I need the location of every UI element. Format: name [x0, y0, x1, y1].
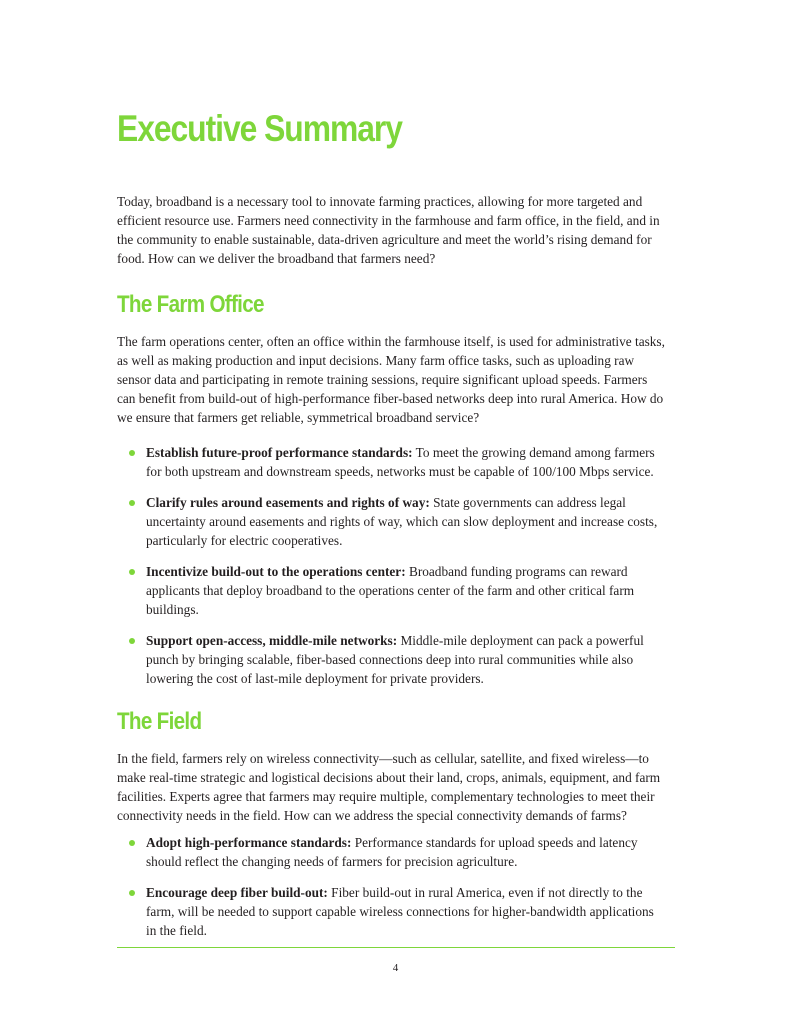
field-bullet-list	[117, 833, 667, 940]
bullet-text: To meet the growing demand among farmers for both upstream and downstream speeds, networks must be capable of 100/100 Mbps service.	[146, 445, 655, 479]
section-heading-farm-office: The Farm Office	[117, 291, 264, 318]
bullet-lead: Support open-access, middle-mile networks:	[146, 633, 398, 648]
bullet-lead: Clarify rules around easements and rights of way:	[146, 495, 430, 510]
bullet-dot-icon	[129, 840, 135, 846]
bullet-lead: Incentivize build-out to the operations center:	[146, 564, 406, 579]
footer-divider	[117, 947, 675, 948]
bullet-dot-icon	[129, 638, 135, 644]
bullet-lead: Encourage deep fiber build-out:	[146, 885, 328, 900]
page-title: Executive Summary	[117, 108, 402, 149]
farm-office-paragraph: The farm operations center, often an office within the farmhouse itself, is used for administrative tasks, as well as making production and input decisions. Many farm office tasks, such as uploading raw sensor data and participating in remote training sessions, require significant upload speeds. Farmers can benefit from build-out of high-performance fiber-based networks deep into rural America. How do we ensure that farmers get reliable, symmetrical broadband service?	[117, 334, 665, 425]
farm-office-bullet-list	[117, 443, 667, 688]
bullet-text: Middle-mile deployment can pack a powerful punch by bringing scalable, fiber-based connections deep into rural communities while also lowering the cost of last-mile deployment for private providers.	[146, 633, 644, 686]
bullet-text: Broadband funding programs can reward applicants that deploy broadband to the operations center of the farm and other critical farm buildings.	[146, 564, 635, 617]
bullet-dot-icon	[129, 450, 135, 456]
bullet-lead: Establish future-proof performance standards:	[146, 445, 413, 460]
bullet-dot-icon	[129, 569, 135, 575]
list-item	[117, 833, 667, 871]
list-item	[117, 493, 667, 550]
list-item	[117, 562, 667, 619]
bullet-text: Fiber build-out in rural America, even if not directly to the farm, will be needed to support capable wireless connections for higher-bandwidth applications in the field.	[146, 885, 654, 938]
intro-paragraph: Today, broadband is a necessary tool to innovate farming practices, allowing for more targeted and efficient resource use. Farmers need connectivity in the farmhouse and farm office, in the field, and in the community to enable sustainable, data-driven agriculture and meet the world’s rising demand for food. How can we deliver the broadband that farmers need?	[117, 194, 660, 266]
section-heading-field: The Field	[117, 708, 202, 735]
list-item	[117, 631, 667, 688]
page-number: 4	[392, 962, 399, 974]
bullet-lead: Adopt high-performance standards:	[146, 835, 352, 850]
bullet-dot-icon	[129, 500, 135, 506]
bullet-text: State governments can address legal uncertainty around easements and rights of way, which can slow deployment and increase costs, particularly for electric cooperatives.	[146, 495, 658, 548]
list-item	[117, 443, 667, 481]
field-paragraph: In the field, farmers rely on wireless connectivity—such as cellular, satellite, and fixed wireless—to make real-time strategic and logistical decisions about their land, crops, animals, equipment, and farm facilities. Experts agree that farmers may require multiple, complementary technologies to meet their connectivity needs in the field. How can we address the special connectivity demands of farms?	[117, 751, 661, 823]
bullet-text: Performance standards for upload speeds and latency should reflect the changing needs of farmers for precision agriculture.	[146, 835, 638, 869]
list-item	[117, 883, 667, 940]
bullet-dot-icon	[129, 890, 135, 896]
